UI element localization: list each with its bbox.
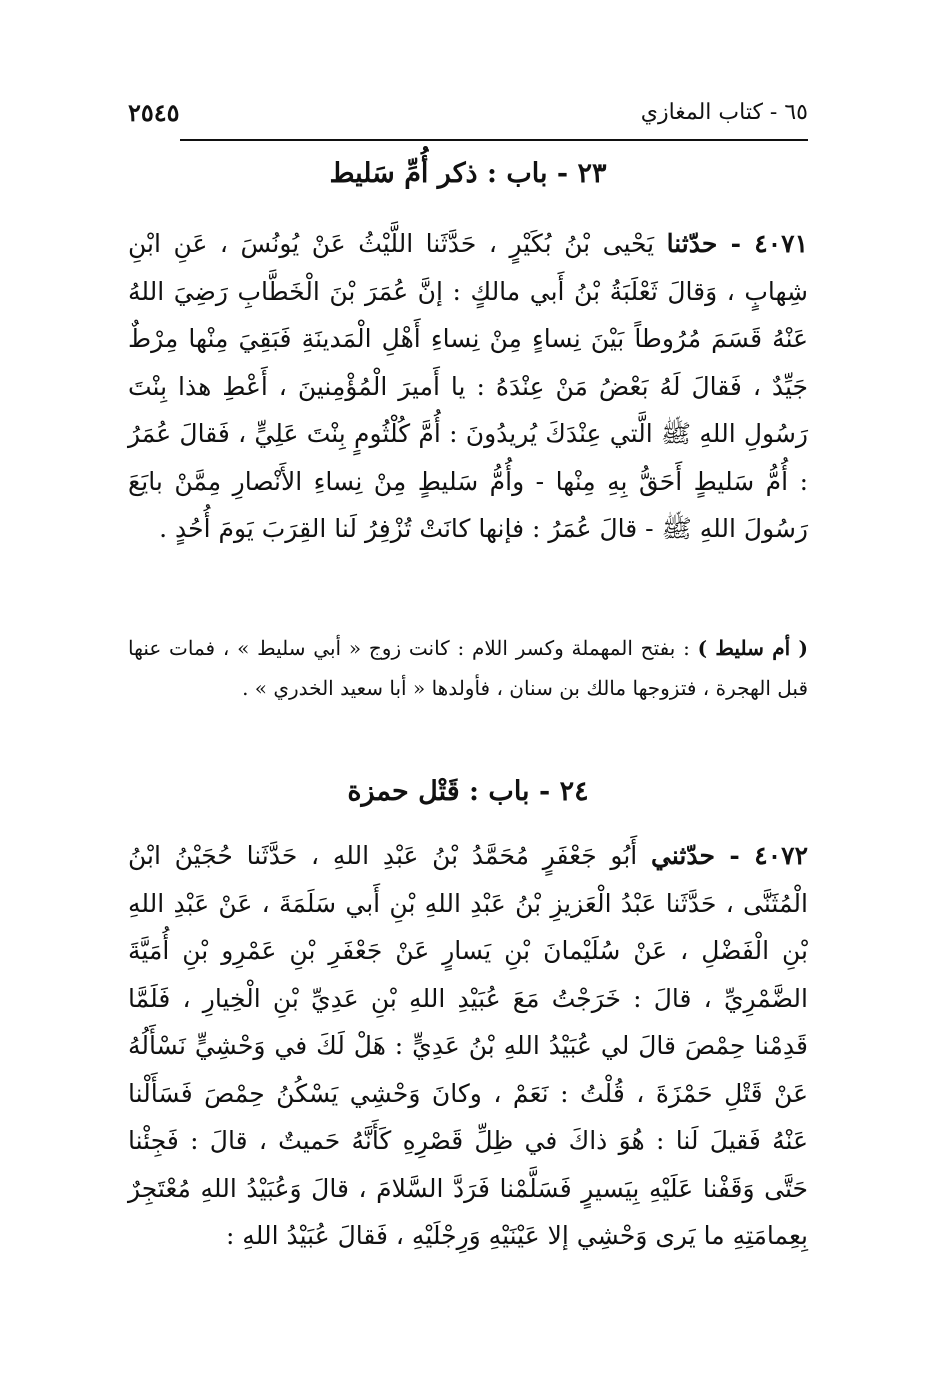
header-rule	[180, 139, 808, 141]
hadith-4072	[128, 832, 808, 1260]
running-header	[128, 92, 808, 132]
hadith-4072-text: أَبُو جَعْفَرٍ مُحَمَّدُ بْنُ عَبْدِ اللهِ ، حَدَّثَنا حُجَيْنُ ابْنُ الْمُثَنَّى ، حَدَّثَنا عَبْدُ الْعَزيزِ بْنُ عَبْدِ اللهِ بْنِ أَبي سَلَمَةَ ، عَنْ عَبْدِ اللهِ بْنِ الْفَضْلِ ، عَنْ سُلَيْمانَ بْنِ يَسارٍ عَنْ جَعْفَرِ بْنِ عَمْرِو بْنِ أُمَيَّةَ الضَّمْرِيِّ ، قالَ : خَرَجْتُ مَعَ عُبَيْدِ اللهِ بْنِ عَدِيِّ بْنِ الْخِيارِ ، فَلَمَّا قَدِمْنا حِمْصَ قالَ لي عُبَيْدُ اللهِ بْنُ عَدِيٍّ : هَلْ لَكَ في وَحْشِيٍّ نَسْأَلُهُ عَنْ قَتْلِ حَمْزَةَ ، قُلْتُ : نَعَمْ ، وكانَ وَحْشِي يَسْكُنُ حِمْصَ فَسَأَلْنا عَنْهُ فَقيلَ لَنا : هُوَ ذاكَ في ظِلِّ قَصْرِهِ كَأَنَّهُ حَميتٌ ، قالَ : فَجِئْنا حَتَّى وَقَفْنا عَلَيْهِ بِيَسيرٍ فَسَلَّمْنا فَرَدَّ السَّلامَ ، قالَ وَعُبَيْدُ اللهِ مُعْتَجِرٌ بِعِمامَتِهِ ما يَرى وَحْشِي إلا عَيْنَيْهِ وَرِجْلَيْهِ ، فَقالَ عُبَيْدُ اللهِ :	[128, 841, 808, 1250]
hadith-4071	[128, 220, 808, 553]
footnote-lead: ( أم سليط )	[697, 636, 808, 660]
footnote-umm-salit	[128, 628, 808, 708]
hadith-4071-text: يَحْيى بْنُ بُكَيْرٍ ، حَدَّثَنا اللَّيْثُ عَنْ يُونُسَ ، عَنِ ابْنِ شِهابٍ ، وَقالَ ثَعْلَبَةُ بْنُ أَبي مالكٍ : إنَّ عُمَرَ بْنَ الْخَطَّابِ رَضِيَ اللهُ عَنْهُ قَسَمَ مُرُوطاً بَيْنَ نِساءٍ مِنْ نِساءِ أَهْلِ الْمَدينَةِ فَبَقِيَ مِنْها مِرْطٌ جَيِّدٌ ، فَقالَ لَهُ بَعْضُ مَنْ عِنْدَهُ : يا أَميرَ الْمُؤْمِنينَ ، أَعْطِ هذا بِنْتَ رَسُولِ اللهِ ﷺ الَّتي عِنْدَكَ يُريدُونَ : أُمَّ كُلْثُومٍ بِنْتَ عَلِيٍّ ، فَقالَ عُمَرُ : أُمُّ سَليطٍ أَحَقُّ بِهِ مِنْها - وأُمُّ سَليطٍ مِنْ نِساءِ الأَنْصارِ مِمَّنْ بايَعَ رَسُولَ اللهِ ﷺ - قالَ عُمَرُ : فإنها كانَتْ تُزْفِرُ لَنا القِرَبَ يَومَ أُحُدٍ .	[128, 229, 808, 543]
chapter-heading-23: ٢٣ - باب : ذكر أُمِّ سَليط	[329, 158, 607, 189]
page-number: ٢٥٤٥	[128, 97, 180, 127]
chapter-heading-24: ٢٤ - باب : قَتْل حمزة	[347, 776, 589, 807]
hadith-4071-number: ٤٠٧١ - حدّثنا	[666, 229, 808, 258]
footnote-text: : بفتح المهملة وكسر اللام : كانت زوج « أبي سليط » ، فمات عنها قبل الهجرة ، فتزوجها مالك بن سنان ، فأولدها « أبا سعيد الخدري » .	[128, 636, 808, 700]
book-chapter-title: ٦٥ - كتاب المغازي	[640, 99, 808, 125]
hadith-4072-number: ٤٠٧٢ - حدّثني	[650, 841, 808, 870]
